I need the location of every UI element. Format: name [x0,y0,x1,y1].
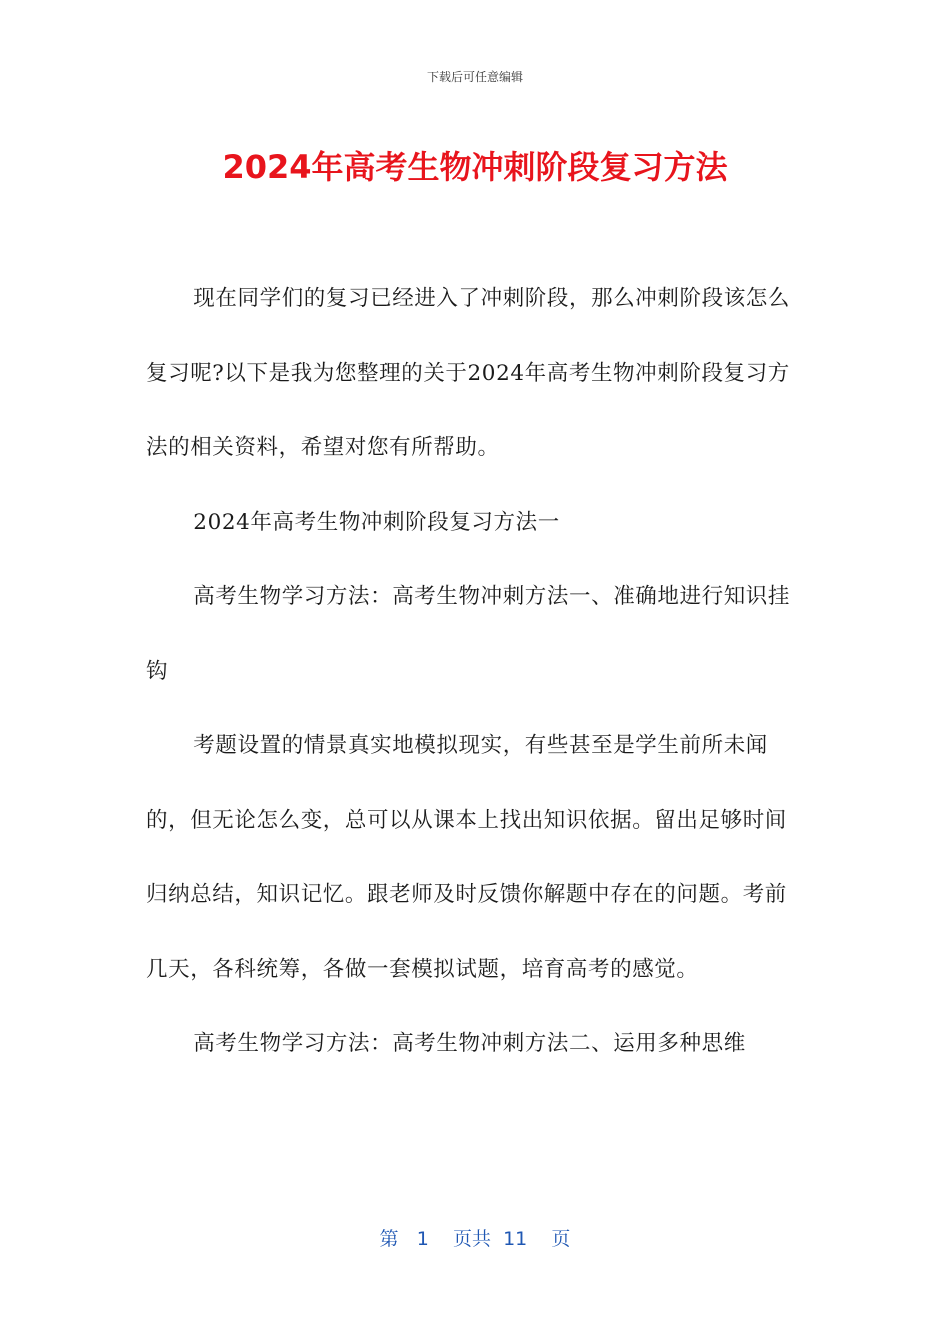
footer-total-pages: 11 [503,1228,528,1250]
document-body [146,262,796,1082]
page-footer [0,1224,950,1251]
header-note: 下载后可任意编辑 [426,70,523,84]
footer-middle: 页共 [452,1228,491,1250]
paragraph-method-two-heading: 高考生物学习方法：高考生物冲刺方法二、运用多种思维 [193,1031,746,1056]
footer-prefix: 第 [379,1228,399,1250]
document-title: 2024年高考生物冲刺阶段复习方法 [222,148,728,186]
paragraph-method-one-heading: 高考生物学习方法：高考生物冲刺方法一、准确地进行知识挂钩 [146,584,790,684]
footer-current-page: 1 [416,1228,429,1250]
paragraph-intro: 现在同学们的复习已经进入了冲刺阶段，那么冲刺阶段该怎么复习呢?以下是我为您整理的关于2024年高考生物冲刺阶段复习方法的相关资料，希望对您有所帮助。 [146,286,790,460]
paragraph-method-one-body: 考题设置的情景真实地模拟现实，有些甚至是学生前所未闻的，但无论怎么变，总可以从课本上找出知识依据。留出足够时间归纳总结，知识记忆。跟老师及时反馈你解题中存在的问题。考前几天，各科统筹，各做一套模拟试题，培育高考的感觉。 [146,733,787,982]
footer-suffix: 页 [551,1228,571,1250]
paragraph-section-heading: 2024年高考生物冲刺阶段复习方法一 [193,509,560,535]
